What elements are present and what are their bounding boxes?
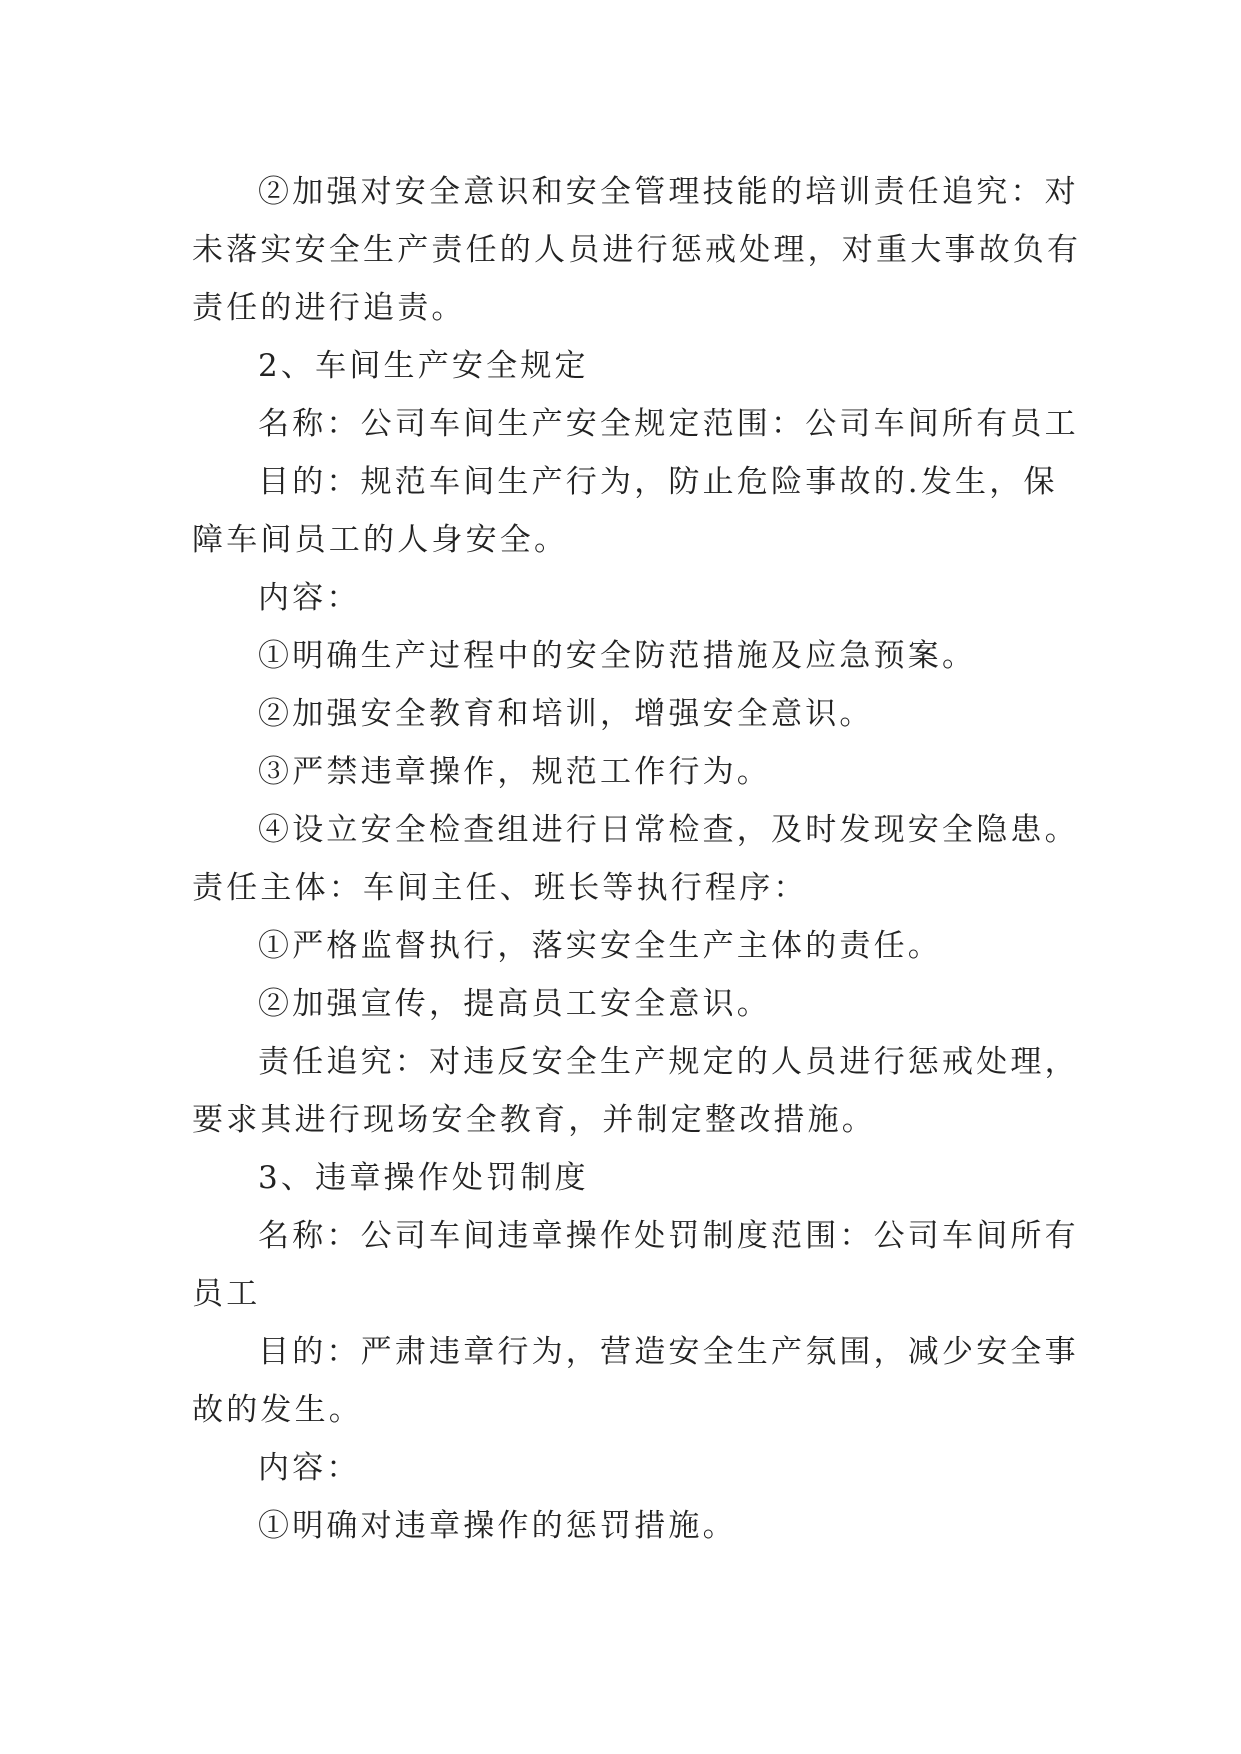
text-line: 内容：: [258, 1450, 361, 1486]
text-line: 目的：严肃违章行为，营造安全生产氛围，减少安全事: [258, 1334, 1079, 1370]
section-heading: 2、车间生产安全规定: [258, 348, 589, 384]
text-line: 目的：规范车间生产行为，防止危险事故的.发生，保: [258, 464, 1058, 500]
list-item: ②加强宣传，提高员工安全意识。: [258, 986, 771, 1022]
text-line: 要求其进行现场安全教育，并制定整改措施。: [192, 1102, 876, 1138]
list-item: ①明确对违章操作的惩罚措施。: [258, 1508, 737, 1544]
text-line: 责任主体：车间主任、班长等执行程序：: [192, 870, 808, 906]
text-line: 名称：公司车间违章操作处罚制度范围：公司车间所有: [258, 1218, 1079, 1254]
text-line: 障车间员工的人身安全。: [192, 522, 569, 558]
list-item: ④设立安全检查组进行日常检查，及时发现安全隐患。: [258, 812, 1079, 848]
text-line: 责任追究：对违反安全生产规定的人员进行惩戒处理，: [258, 1044, 1079, 1080]
list-item: ③严禁违章操作，规范工作行为。: [258, 754, 771, 790]
section-heading: 3、违章操作处罚制度: [258, 1160, 589, 1196]
document-body: [192, 163, 1082, 1555]
text-line: 内容：: [258, 580, 361, 616]
list-item: ②加强安全教育和培训，增强安全意识。: [258, 696, 874, 732]
text-line: ②加强对安全意识和安全管理技能的培训责任追究：对: [258, 174, 1079, 210]
text-line: 故的发生。: [192, 1392, 363, 1428]
text-line: 责任的进行追责。: [192, 290, 466, 326]
text-line: 名称：公司车间生产安全规定范围：公司车间所有员工: [258, 406, 1079, 442]
list-item: ①明确生产过程中的安全防范措施及应急预案。: [258, 638, 977, 674]
text-line: 未落实安全生产责任的人员进行惩戒处理，对重大事故负有: [192, 232, 1082, 268]
list-item: ①严格监督执行，落实安全生产主体的责任。: [258, 928, 942, 964]
text-line: 员工: [192, 1276, 261, 1312]
